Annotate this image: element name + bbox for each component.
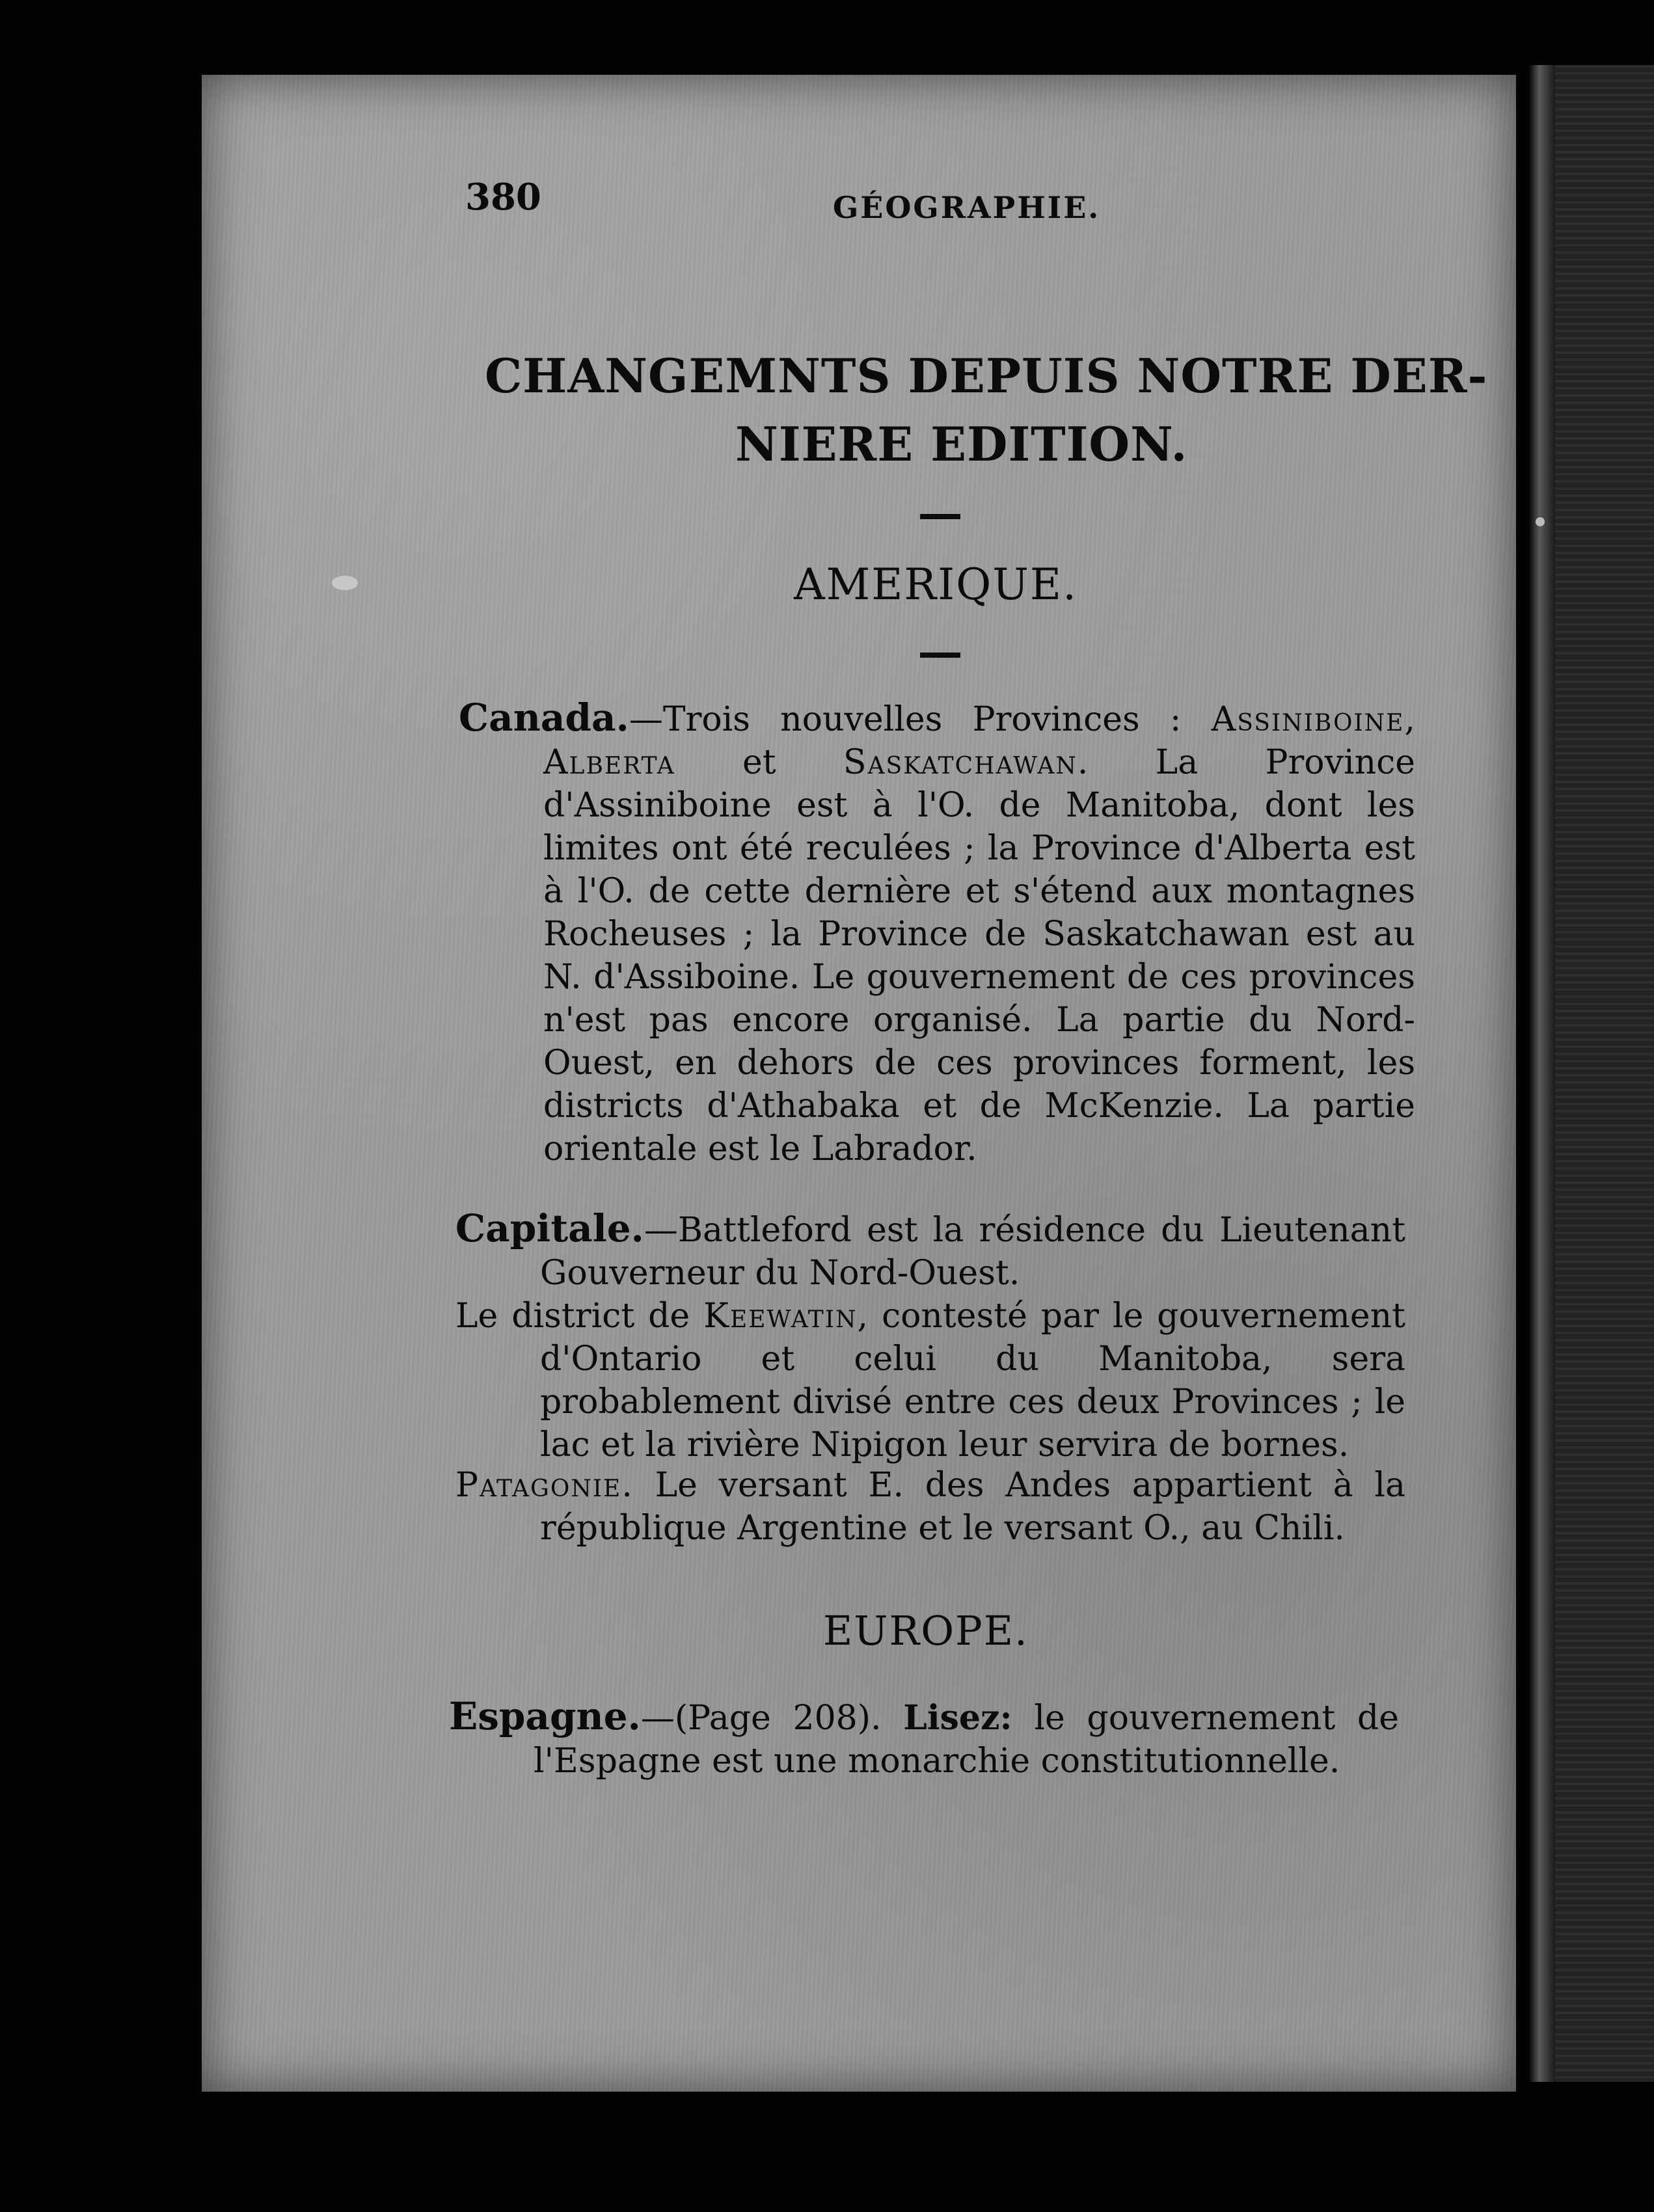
entry-label-capitale: Capitale. — [455, 1206, 644, 1250]
section-title-line-1: CHANGEMNTS DEPUIS NOTRE DER- — [485, 348, 1488, 403]
running-head: GÉOGRAPHIE. — [833, 190, 1101, 225]
separator-dash — [920, 514, 960, 519]
entry-label-canada: Canada. — [459, 695, 629, 740]
paragraph-espagne: Espagne.—(Page 208). Lisez: le gouvernement de l'Espagne est une monarchie constitutionnelle. — [449, 1694, 1399, 1781]
page-number: 380 — [465, 176, 541, 219]
entry-label-espagne: Espagne. — [449, 1694, 641, 1738]
paragraph-keewatin: Le district de Keewatin, contesté par le gouvernement d'Ontario et celui du Manitoba, sera probablement divisé entre ces deux Provinces ; le lac et la rivière Nipigon leur servira de bornes. — [455, 1297, 1405, 1464]
section-title-line-2: NIERE EDITION. — [735, 416, 1188, 472]
paragraph-capitale: Capitale.—Battleford est la résidence du Lieutenant Gouverneur du Nord-Ouest. — [455, 1206, 1405, 1293]
paragraph-canada: Canada.—Trois nouvelles Provinces : Assiniboine, Alberta et Saskatchawan. La Province d'Assiniboine est à l'O. de Manitoba, dont les limites ont été reculées ; la Province d'Alberta est à l'O. de cette dernière et s'étend aux montagnes Rocheuses ; la Province de Saskatchawan est au N. d'Assiboine. Le gouvernement de ces provinces n'est pas encore organisé. La partie du Nord-Ouest, en dehors de ces provinces forment, les districts d'Athabaka et de McKenzie. La partie orientale est le Labrador. — [459, 695, 1416, 1168]
entry-label-patagonie: Patagonie. — [455, 1466, 634, 1505]
paper-speck — [1536, 517, 1545, 526]
book-spine-shadow — [1529, 65, 1555, 2082]
heading-europe: EUROPE. — [823, 1607, 1029, 1654]
separator-dash — [920, 653, 960, 658]
adjacent-page-edge — [1555, 65, 1654, 2082]
heading-amerique: AMERIQUE. — [794, 560, 1078, 610]
paragraph-patagonie: Patagonie. Le versant E. des Andes appartient à la république Argentine et le versant O., au Chili. — [455, 1466, 1405, 1548]
paper-speck — [332, 576, 358, 590]
